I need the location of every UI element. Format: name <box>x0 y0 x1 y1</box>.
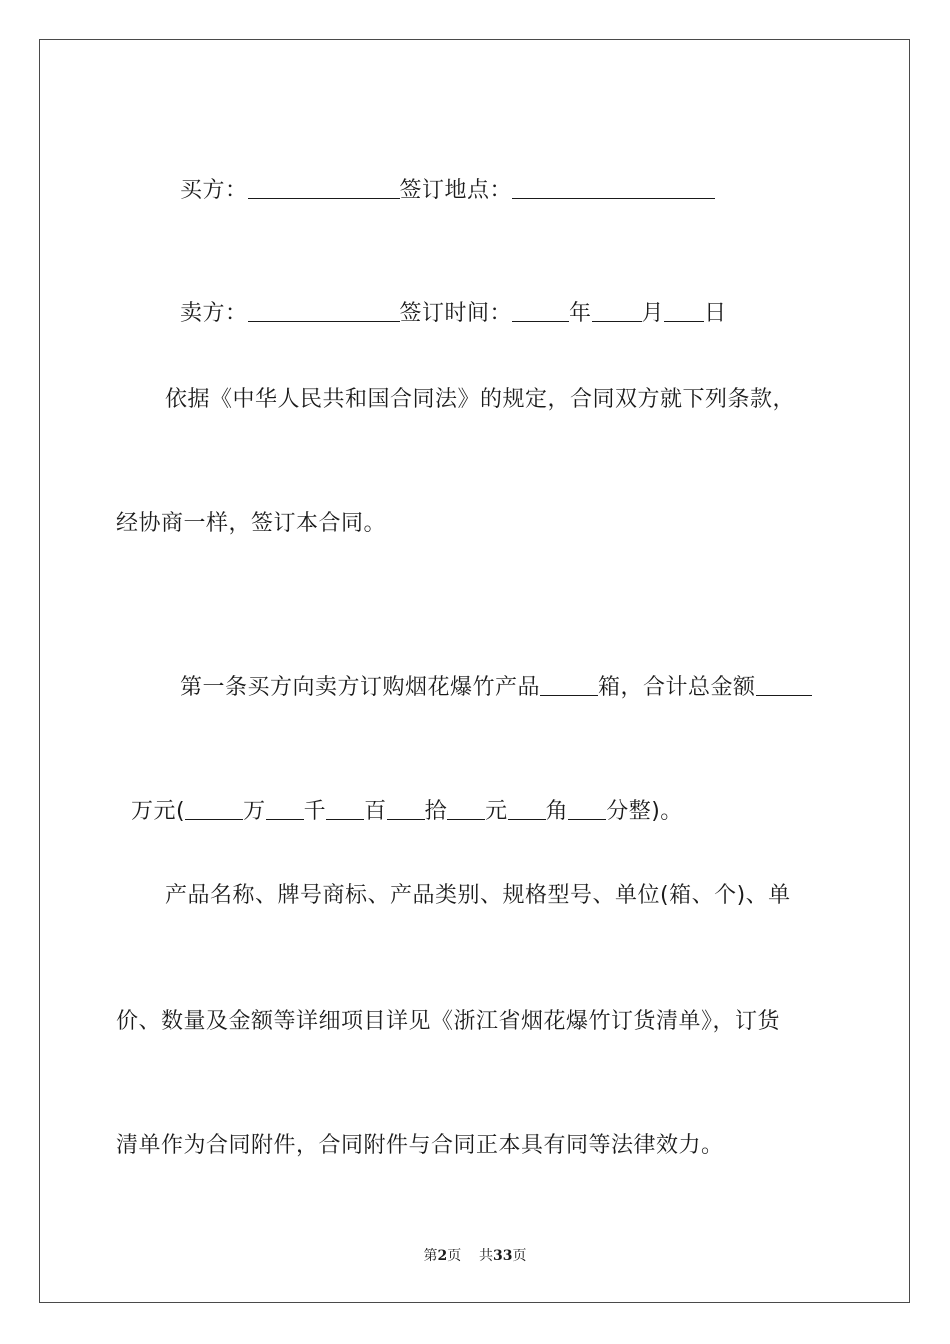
article1-line1 <box>0 628 950 700</box>
year-label: 年 <box>569 301 592 326</box>
shi-blank <box>387 795 425 820</box>
month-blank <box>592 297 642 322</box>
para1-line1: 依据《中华人民共和国合同法》的规定，合同双方就下列条款， <box>165 387 796 412</box>
unit-fen-end: 分整)。 <box>606 799 683 824</box>
footer-page-prefix: 第 <box>423 1248 438 1264</box>
sign-place-blank <box>512 174 715 199</box>
article1-text-b: 箱，合计总金额 <box>598 675 756 700</box>
day-label: 日 <box>704 301 727 326</box>
article1-text-a: 第一条买方向卖方订购烟花爆竹产品 <box>180 675 541 700</box>
amount-line <box>0 752 950 824</box>
footer-page-number: 2 <box>437 1248 448 1264</box>
unit-qian: 千 <box>303 799 327 824</box>
unit-shi: 拾 <box>424 799 448 824</box>
bai-blank <box>326 795 364 820</box>
buyer-blank <box>248 174 400 199</box>
yuan-blank <box>447 795 485 820</box>
para3-line3: 清单作为合同附件，合同附件与合同正本具有同等法律效力。 <box>116 1133 724 1158</box>
para3-line1: 产品名称、牌号商标、产品类别、规格型号、单位(箱、个)、单 <box>165 883 791 908</box>
unit-wan: 万 <box>243 799 266 824</box>
boxes-blank <box>540 671 598 696</box>
unit-jiao: 角 <box>545 799 569 824</box>
seller-blank <box>248 297 400 322</box>
amount-prefix: 万元( <box>131 799 186 824</box>
month-label: 月 <box>641 301 665 326</box>
day-blank <box>664 297 704 322</box>
fen-blank <box>568 795 606 820</box>
jiao-blank <box>508 795 546 820</box>
unit-bai: 百 <box>364 799 387 824</box>
para3-line2: 价、数量及金额等详细项目详见《浙江省烟花爆竹订货清单》，订货 <box>116 1009 781 1034</box>
seller-label: 卖方： <box>180 301 248 326</box>
footer-total-prefix: 共 <box>479 1248 494 1264</box>
unit-yuan: 元 <box>485 799 508 824</box>
buyer-line <box>0 131 950 203</box>
sign-time-label: 签订时间： <box>399 301 513 326</box>
footer-total-pages: 33 <box>493 1248 513 1264</box>
footer-total-suffix: 页 <box>512 1248 527 1264</box>
footer-page-suffix: 页 <box>447 1248 462 1264</box>
total-amount-blank <box>756 671 812 696</box>
qian-blank <box>266 795 304 820</box>
buyer-label: 买方： <box>180 178 248 203</box>
wan-blank <box>185 795 243 820</box>
page-footer <box>0 1246 950 1266</box>
year-blank <box>512 297 569 322</box>
para1-line2: 经协商一样，签订本合同。 <box>116 511 387 536</box>
seller-line <box>0 254 950 326</box>
sign-place-label: 签订地点： <box>399 178 513 203</box>
